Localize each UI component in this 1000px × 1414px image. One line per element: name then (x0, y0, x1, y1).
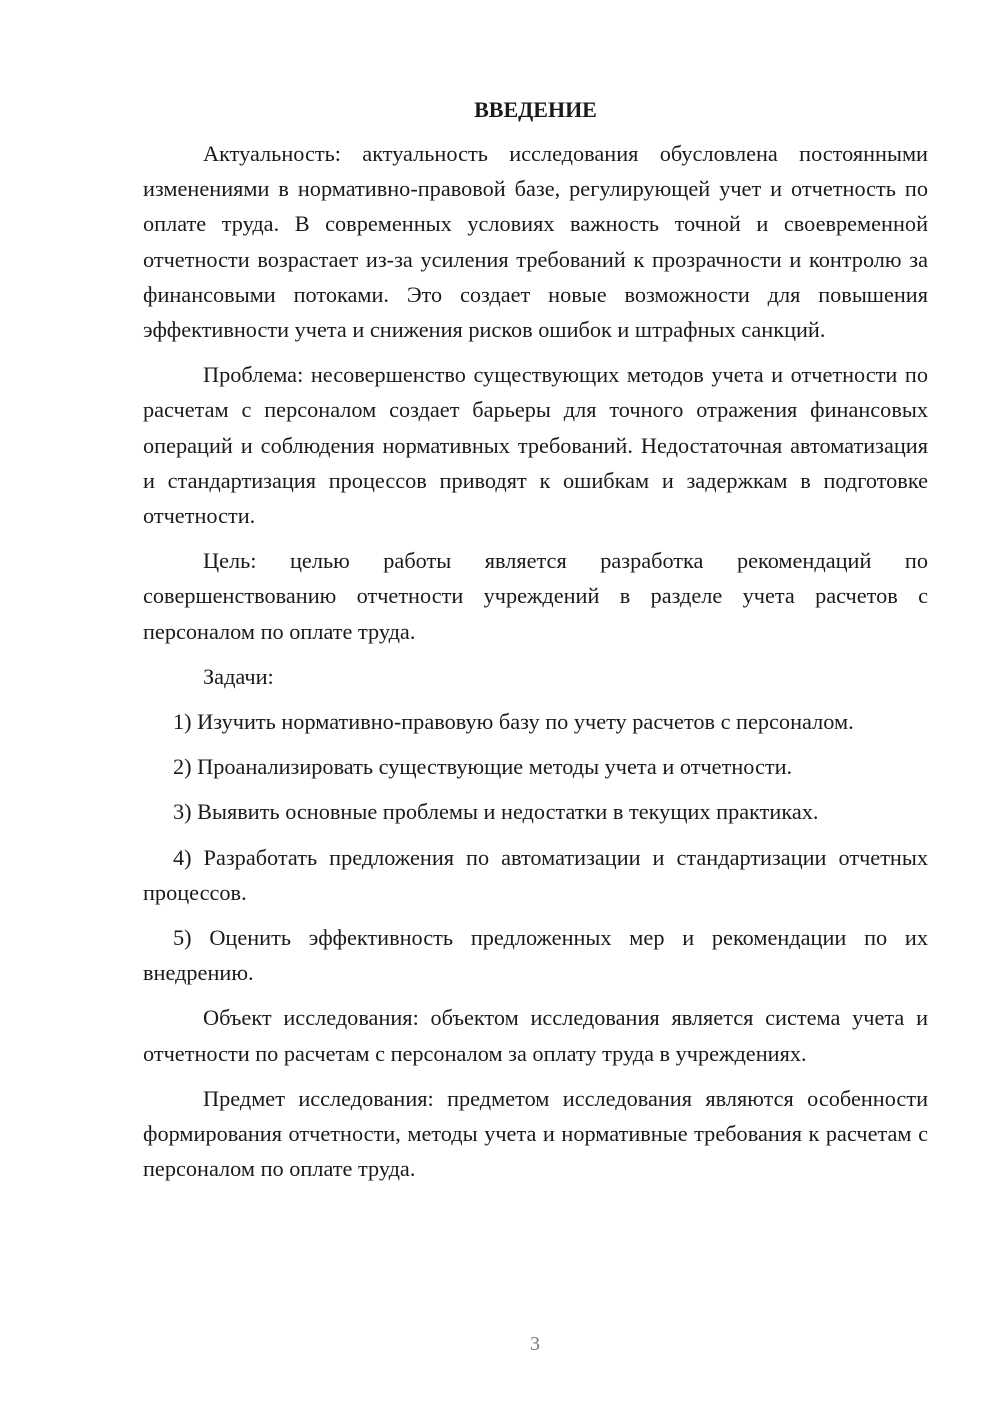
paragraph-object: Объект исследования: объектом исследования является система учета и отчетности по расчетам с персоналом за оплату труда в учреждениях. (143, 1005, 928, 1066)
list-item: 3) Выявить основные проблемы и недостатки в текущих практиках. (173, 799, 819, 825)
paragraph-tasks-label: Задачи: (203, 663, 274, 689)
list-item: 5) Оценить эффективность предложенных мер и рекомендации по их внедрению. (143, 925, 928, 986)
page-number: 3 (530, 1333, 540, 1355)
paragraph-problem: Проблема: несовершенство существующих методов учета и отчетности по расчетам с персоналом создает барьеры для точного отражения финансовых операций и соблюдения нормативных требований. Недостаточная автоматизация и стандартизация процессов приводят к ошибкам и задержкам в подготовке отчетности. (143, 362, 928, 529)
paragraph-goal: Цель: целью работы является разработка рекомендаций по совершенствованию отчетности учреждений в разделе учета расчетов с персоналом по оплате труда. (143, 548, 928, 644)
page-title: ВВЕДЕНИЕ (474, 97, 597, 122)
list-item: 2) Проанализировать существующие методы учета и отчетности. (173, 754, 793, 780)
document-page (143, 88, 928, 1196)
task-list (143, 704, 928, 990)
list-item: 4) Разработать предложения по автоматизации и стандартизации отчетных процессов. (143, 844, 928, 905)
paragraph-relevance: Актуальность: актуальность исследования обусловлена постоянными изменениями в нормативно-правовой базе, регулирующей учет и отчетность по оплате труда. В современных условиях важность точной и своевременной отчетности возрастает из-за усиления требований к прозрачности и контролю за финансовыми потоками. Это создает новые возможности для повышения эффективности учета и снижения рисков ошибок и штрафных санкций. (143, 141, 928, 343)
list-item: 1) Изучить нормативно-правовую базу по учету расчетов с персоналом. (173, 709, 854, 735)
paragraph-subject: Предмет исследования: предметом исследования являются особенности формирования отчетности, методы учета и нормативные требования к расчетам с персоналом по оплате труда. (143, 1085, 928, 1182)
